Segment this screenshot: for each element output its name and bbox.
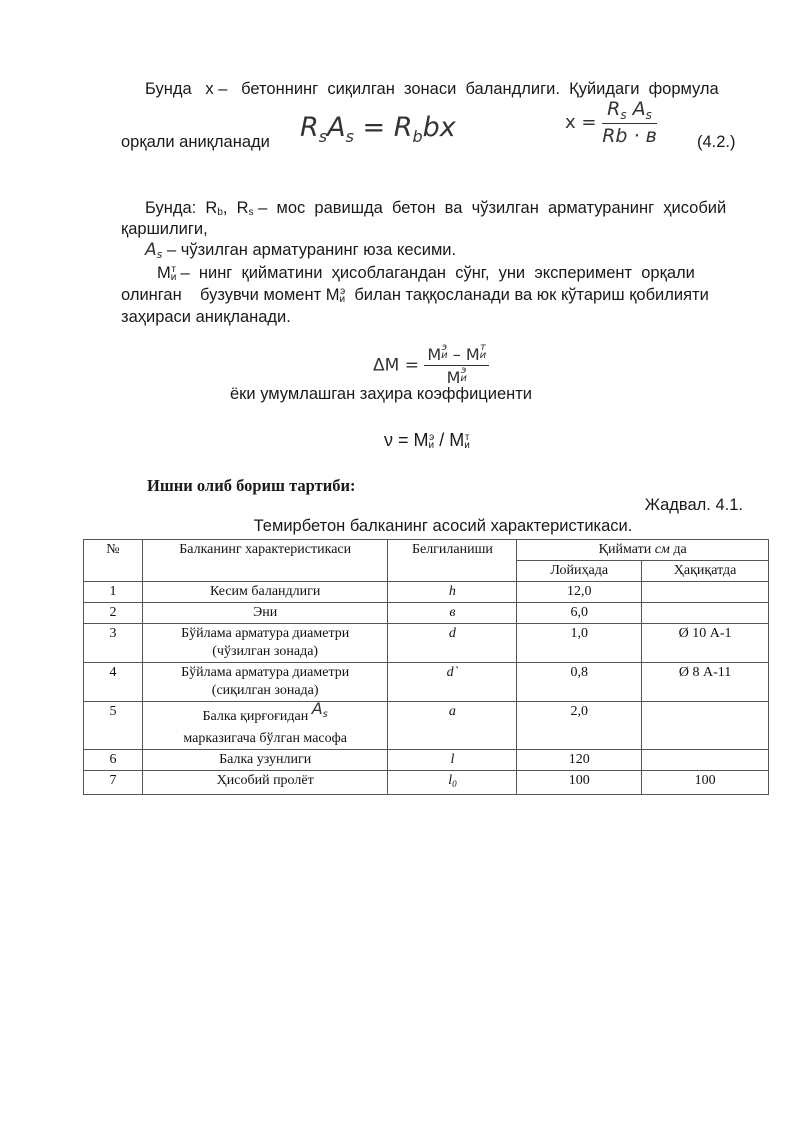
paragraph-line: қаршилиги, bbox=[121, 220, 208, 238]
cell-characteristic: Балка қирғоғидан As марказигача бўлган масофа bbox=[142, 702, 388, 750]
cell-characteristic: Кесим баландлиги bbox=[142, 582, 388, 603]
section-title: Ишни олиб бориш тартиби: bbox=[147, 476, 356, 495]
cell-num: 5 bbox=[84, 702, 143, 750]
cell-characteristic: Эни bbox=[142, 603, 388, 624]
cell-num: 2 bbox=[84, 603, 143, 624]
cell-actual bbox=[642, 750, 769, 771]
cell-characteristic: Бўйлама арматура диаметри (сиқилган зонада) bbox=[142, 663, 388, 702]
table-header-row bbox=[84, 540, 769, 561]
characteristics-table bbox=[83, 539, 769, 795]
table-row bbox=[84, 603, 769, 624]
formula-x: x = $\frac{R_s A_s}{Rb \cdot в}$ bbox=[565, 98, 657, 147]
table-row bbox=[84, 663, 769, 702]
cell-num: 3 bbox=[84, 624, 143, 663]
cell-symbol: h bbox=[388, 582, 517, 603]
header-value: Қиймати см да bbox=[517, 540, 769, 561]
cell-design: 1,0 bbox=[517, 624, 642, 663]
formula-equilibrium: $R_sA_s = R_bbx$ bbox=[300, 112, 456, 146]
paragraph-line: олинган бузувчи момент $М_и^э$ билан таққосланади ва юк кўтариш қобилияти bbox=[121, 286, 709, 305]
cell-symbol: $l_0$ bbox=[388, 771, 517, 795]
cell-num: 1 bbox=[84, 582, 143, 603]
table-row bbox=[84, 582, 769, 603]
paragraph-line: Бунда x – бетоннинг сиқилган зонаси баландлиги. Қуйидаги формула bbox=[145, 80, 719, 98]
cell-design: 0,8 bbox=[517, 663, 642, 702]
table-row bbox=[84, 750, 769, 771]
cell-num: 6 bbox=[84, 750, 143, 771]
cell-actual bbox=[642, 582, 769, 603]
table-row bbox=[84, 702, 769, 750]
paragraph-line: $М_и^т$ – нинг қийматини ҳисоблагандан сўнг, уни эксперимент орқали bbox=[157, 264, 695, 283]
header-symbol: Белгиланиши bbox=[388, 540, 517, 582]
generalized-text: ёки умумлашган заҳира коэффициенти bbox=[230, 385, 533, 403]
cell-symbol: в bbox=[388, 603, 517, 624]
cell-symbol: d` bbox=[388, 663, 517, 702]
cell-design: 2,0 bbox=[517, 702, 642, 750]
header-design: Лойиҳада bbox=[517, 561, 642, 582]
cell-actual bbox=[642, 702, 769, 750]
formula-nu: $\nu = М_и^э / М_и^т$ bbox=[384, 430, 470, 451]
cell-design: 100 bbox=[517, 771, 642, 795]
table-row bbox=[84, 771, 769, 795]
cell-design: 6,0 bbox=[517, 603, 642, 624]
header-characteristic: Балканинг характеристикаси bbox=[142, 540, 388, 582]
cell-design: 12,0 bbox=[517, 582, 642, 603]
cell-actual: 100 bbox=[642, 771, 769, 795]
paragraph-line: Бунда: $R_b$, $R_s$ – мос равишда бетон ва чўзилган арматуранинг ҳисобий bbox=[145, 199, 727, 218]
formula-delta-m: ΔМ = М э и – М т и М э и bbox=[373, 344, 489, 387]
table-row bbox=[84, 624, 769, 663]
as-symbol: As bbox=[311, 699, 328, 720]
cell-characteristic: Бўйлама арматура диаметри (чўзилган зонада) bbox=[142, 624, 388, 663]
cell-symbol: d bbox=[388, 624, 517, 663]
cell-symbol: a bbox=[388, 702, 517, 750]
cell-characteristic: Балка узунлиги bbox=[142, 750, 388, 771]
header-actual: Ҳақиқатда bbox=[642, 561, 769, 582]
table-label: Жадвал. 4.1. bbox=[644, 496, 743, 514]
table-title: Темирбетон балканинг асосий характеристикаси. bbox=[253, 517, 633, 535]
cell-num: 7 bbox=[84, 771, 143, 795]
cell-actual: Ø 10 А-1 bbox=[642, 624, 769, 663]
paragraph-line: As – чўзилган арматуранинг юза кесими. bbox=[145, 240, 457, 261]
paragraph-line: орқали аниқланади bbox=[121, 133, 270, 151]
cell-actual: Ø 8 А-11 bbox=[642, 663, 769, 702]
cell-num: 4 bbox=[84, 663, 143, 702]
cell-design: 120 bbox=[517, 750, 642, 771]
header-num: № bbox=[84, 540, 143, 582]
cell-symbol: l bbox=[388, 750, 517, 771]
cell-characteristic: Ҳисобий пролёт bbox=[142, 771, 388, 795]
formula-number: (4.2.) bbox=[697, 133, 736, 151]
paragraph-line: заҳираси аниқланади. bbox=[121, 308, 291, 326]
as-symbol: As bbox=[145, 240, 163, 261]
cell-actual bbox=[642, 603, 769, 624]
